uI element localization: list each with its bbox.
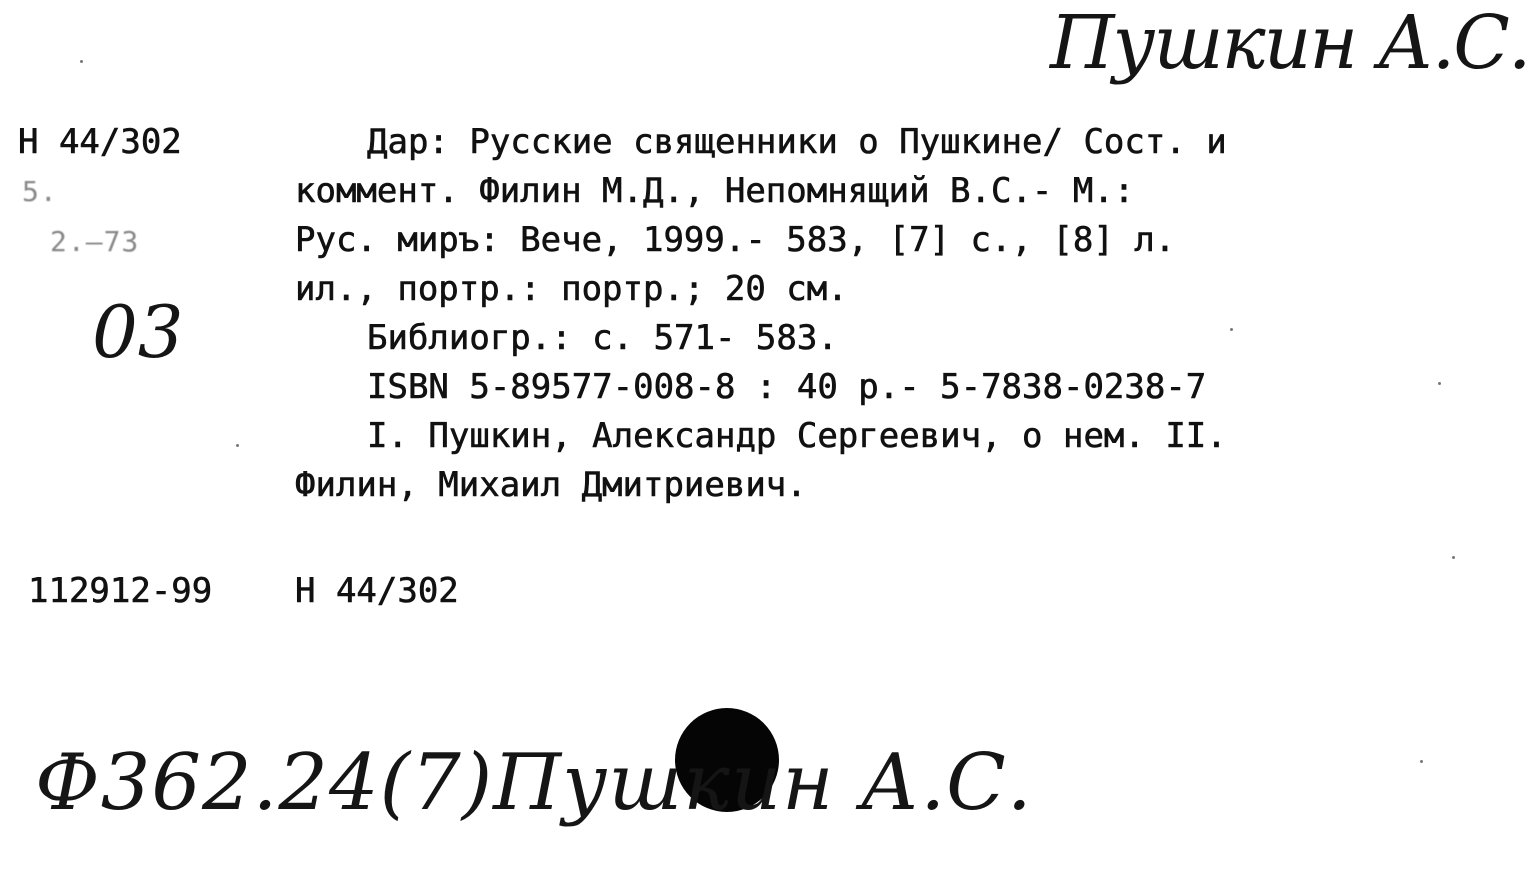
entry-line-2: коммент. Филин М.Д., Непомнящий В.С.- М.: (295, 171, 1135, 211)
smudged-mark-1: 5. (22, 175, 58, 208)
entry-line-4: ил., портр.: портр.; 20 см. (295, 269, 848, 309)
tracings-continuation: Филин, Михаил Дмитриевич. (295, 465, 807, 505)
scan-speck (80, 60, 83, 63)
scan-speck (1420, 760, 1423, 763)
isbn-note: ISBN 5-89577-008-8 : 40 р.- 5-7838-0238-7 (367, 367, 1207, 407)
handwritten-classification: Ф362.24(7)Пушкин А.С. (35, 738, 1033, 828)
scan-speck (236, 444, 239, 447)
scan-speck (1438, 382, 1441, 385)
handwritten-heading: Пушкин А.С. (1050, 0, 1529, 86)
footer-call-number: Н 44/302 (295, 571, 459, 611)
smudged-mark-2: 2.—73 (50, 225, 140, 258)
entry-line-1: Дар: Русские священники о Пушкине/ Сост. и (367, 122, 1227, 162)
entry-line-3: Рус. миръ: Вече, 1999.- 583, [7] с., [8] л. (295, 220, 1176, 260)
tracings-note: I. Пушкин, Александр Сергеевич, о нем. II. (367, 416, 1227, 456)
inventory-number: 112912-99 (28, 571, 213, 611)
scan-speck (1452, 556, 1455, 559)
handwritten-shelf-code: 03 (92, 290, 184, 374)
bibliography-note: Библиогр.: с. 571- 583. (367, 318, 838, 358)
call-number: Н 44/302 (18, 122, 182, 162)
scan-speck (1230, 328, 1233, 331)
